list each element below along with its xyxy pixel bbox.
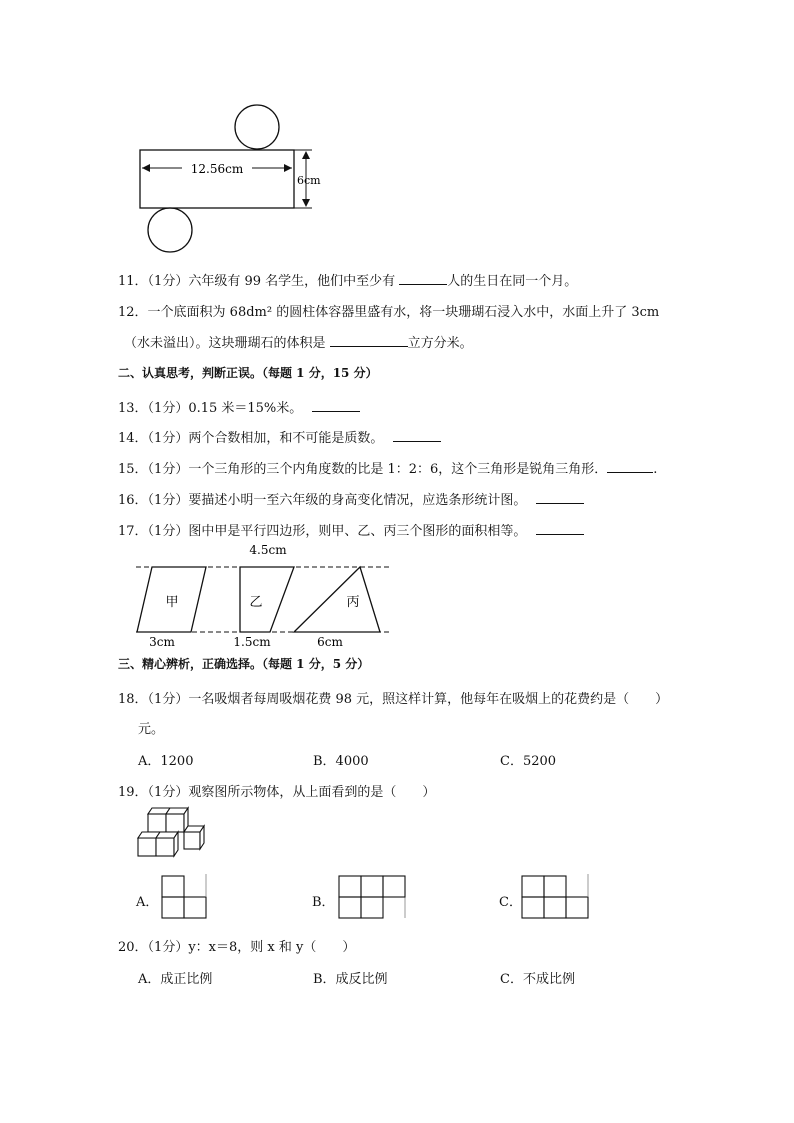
- question-18-line2: 元。: [138, 722, 165, 737]
- q20-option-a[interactable]: A．成正比例: [138, 972, 213, 987]
- view-c-cell-top-2: [544, 876, 566, 897]
- question-12-suffix: 立方分米。: [407, 336, 473, 351]
- view-c-cell-bottom-1: [522, 897, 544, 918]
- base-jia-label: 3cm: [149, 635, 175, 649]
- cube-front-face-upper-left: [148, 814, 166, 832]
- answer-blank-13[interactable]: [312, 399, 360, 412]
- cube-front-face-bottom-2: [156, 838, 174, 856]
- view-c-cell-top-1: [522, 876, 544, 897]
- question-15: [118, 458, 657, 477]
- question-13-text: 13．（1分）0.15 米＝15%米。: [118, 401, 303, 416]
- question-12-prefix: （水未溢出）。这块珊瑚石的体积是: [124, 336, 326, 351]
- view-b-cell-top-3: [383, 876, 405, 897]
- question-14: [118, 427, 441, 446]
- view-a-cell-bottom-left: [162, 897, 184, 918]
- shape-jia-label: 甲: [165, 595, 179, 610]
- view-c-cell-bottom-2: [544, 897, 566, 918]
- q18-option-b[interactable]: B．4000: [313, 754, 369, 769]
- answer-blank-12[interactable]: [330, 334, 408, 347]
- q20-option-b[interactable]: B．成反比例: [313, 972, 388, 987]
- section-3-title: 三、精心辨析，正确选择。（每题 1 分，5 分）: [118, 657, 370, 671]
- shape-yi-label: 乙: [249, 595, 263, 610]
- q19-option-b-figure[interactable]: [336, 872, 408, 920]
- q19-option-c[interactable]: C．: [499, 895, 522, 910]
- length-label: 12.56cm: [190, 162, 244, 176]
- question-13: [118, 397, 360, 416]
- answer-blank-15[interactable]: [607, 460, 653, 473]
- answer-blank-16[interactable]: [536, 491, 584, 504]
- question-16: [118, 489, 584, 508]
- cube-front-face-bottom-1: [138, 838, 156, 856]
- shapes-figure: [136, 540, 392, 650]
- cube-front-face-upper-right: [166, 814, 184, 832]
- question-11-prefix: 11．（1分）六年级有 99 名学生，他们中至少有: [118, 274, 396, 289]
- trapezoid-yi: [240, 567, 294, 632]
- top-length-label: 4.5cm: [249, 543, 287, 557]
- view-b-cell-top-2: [361, 876, 383, 897]
- base-bing-label: 6cm: [317, 635, 343, 649]
- question-12-line1: 12．一个底面积为 68dm² 的圆柱体容器里盛有水，将一块珊瑚石浸入水中，水面上升了 3cm: [118, 305, 660, 320]
- view-a-cell-top: [162, 876, 184, 897]
- q19-option-a-figure[interactable]: [159, 872, 209, 920]
- section-2-title: 二、认真思考，判断正误。（每题 1 分，15 分）: [118, 366, 378, 380]
- question-15-text: 15．（1分）一个三角形的三个内角度数的比是 1：2：6，这个三角形是锐角三角形．: [118, 462, 608, 477]
- cube-front-face-right: [184, 832, 200, 849]
- question-15-end: .: [653, 462, 658, 477]
- question-16-text: 16．（1分）要描述小明一至六年级的身高变化情况，应选条形统计图。: [118, 493, 527, 508]
- question-20: 20．（1分）y：x＝8，则 x 和 y（ ）: [118, 940, 356, 955]
- question-17-text: 17．（1分）图中甲是平行四边形，则甲、乙、丙三个图形的面积相等。: [118, 524, 527, 539]
- question-11: [118, 270, 577, 289]
- q18-option-a[interactable]: A．1200: [138, 754, 194, 769]
- question-12-line2: [124, 332, 473, 351]
- question-14-text: 14．（1分）两个合数相加，和不可能是质数。: [118, 431, 384, 446]
- view-b-cell-bottom-2: [361, 897, 383, 918]
- triangle-bing: [294, 567, 380, 632]
- view-a-cell-bottom-right: [184, 897, 206, 918]
- shape-bing-label: 丙: [346, 595, 360, 610]
- q20-option-c[interactable]: C．不成比例: [500, 972, 575, 987]
- view-c-cell-bottom-3: [566, 897, 588, 918]
- question-19: 19．（1分）观察图所示物体，从上面看到的是（ ）: [118, 785, 436, 800]
- question-11-suffix: 人的生日在同一个月。: [447, 274, 578, 289]
- answer-blank-17[interactable]: [536, 522, 584, 535]
- view-b-cell-bottom-1: [339, 897, 361, 918]
- q19-option-c-figure[interactable]: [519, 872, 591, 920]
- cylinder-net-figure: [130, 96, 330, 258]
- question-18-line1: 18．（1分）一名吸烟者每周吸烟花费 98 元，照这样计算，他每年在吸烟上的花费约是（ ）: [118, 692, 669, 707]
- q18-option-c[interactable]: C．5200: [500, 754, 557, 769]
- q19-option-b[interactable]: B．: [312, 895, 335, 910]
- view-b-cell-top-1: [339, 876, 361, 897]
- question-17: [118, 520, 584, 539]
- cube-stack-figure: [136, 804, 208, 860]
- base-yi-label: 1.5cm: [233, 635, 271, 649]
- answer-blank-14[interactable]: [393, 429, 441, 442]
- answer-blank-11[interactable]: [399, 272, 447, 285]
- q19-option-a[interactable]: A．: [136, 895, 159, 910]
- height-label: 6cm: [297, 174, 321, 187]
